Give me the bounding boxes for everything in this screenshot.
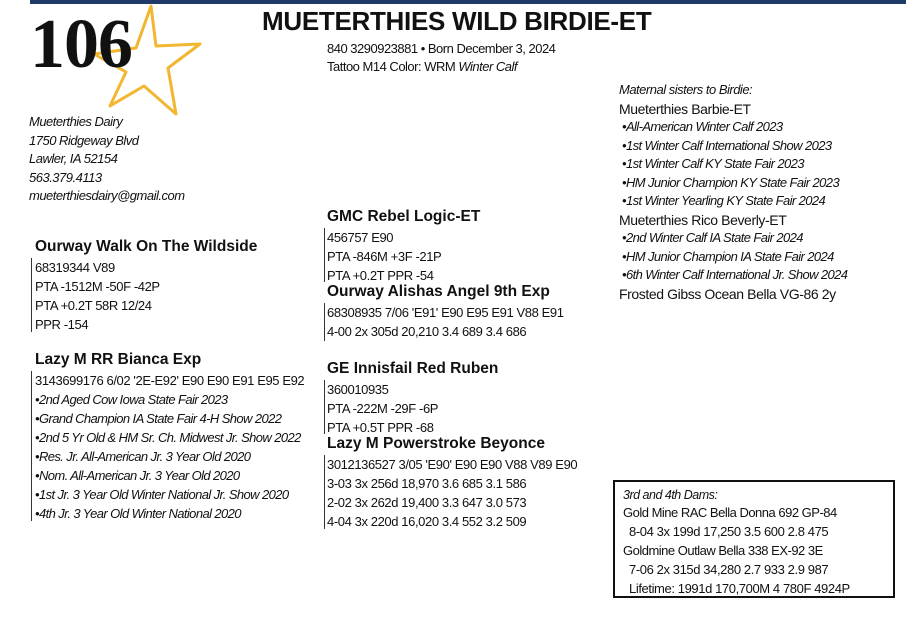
sire-line: PTA -1512M -50F -42P (35, 279, 160, 294)
dam-honor: •4th Jr. 3 Year Old Winter National 2020 (35, 506, 241, 521)
lifetime-record: Lifetime: 1991d 170,700M 4 780F 4924P (629, 581, 850, 596)
city: Lawler, IA 52154 (29, 151, 118, 166)
third-dam-record: 8-04 3x 199d 17,250 3.5 600 2.8 475 (629, 524, 829, 539)
sire-dam-line: 4-00 2x 305d 20,210 3.4 689 3.4 686 (327, 324, 527, 339)
email: mueterthiesdairy@gmail.com (29, 188, 185, 203)
dam-sire-block (327, 360, 498, 437)
dam-honor: •Grand Champion IA State Fair 4-H Show 2022 (35, 411, 282, 426)
farm-name: Mueterthies Dairy (29, 114, 123, 129)
maternal-sisters (619, 81, 847, 303)
animal-name: MUETERTHIES WILD BIRDIE-ET (262, 6, 652, 36)
dam-dam-line: 4-04 3x 220d 16,020 3.4 552 3.2 509 (327, 514, 527, 529)
id-line: 840 3290923881 • Born December 3, 2024 (327, 41, 556, 56)
sire-block (35, 238, 257, 334)
bracket-line (324, 455, 325, 529)
sister-honor: •HM Junior Champion KY State Fair 2023 (622, 174, 840, 190)
sire-sire-line: 456757 E90 (327, 230, 394, 245)
sister-name: Mueterthies Rico Beverly-ET (619, 211, 787, 228)
sisters-heading: Maternal sisters to Birdie: (619, 82, 753, 97)
sister-honor: •All-American Winter Calf 2023 (622, 119, 783, 134)
sister-honor: •1st Winter Yearling KY State Fair 2024 (622, 193, 826, 208)
sire-dam-name: Ourway Alishas Angel 9th Exp (327, 283, 550, 300)
dam-dam-block (327, 435, 577, 531)
third-fourth-dams-box (613, 480, 895, 598)
tattoo-prefix: Tattoo M14 Color: WRM (327, 59, 456, 74)
dam-sire-name: GE Innisfail Red Ruben (327, 360, 499, 377)
dam-honor: •Nom. All-American Jr. 3 Year Old 2020 (35, 468, 240, 483)
sire-dam-block (327, 283, 564, 341)
dam-sire-line: PTA +0.5T PPR -68 (327, 420, 434, 435)
dam-dam-name: Lazy M Powerstroke Beyonce (327, 435, 545, 452)
sister-honor: •HM Junior Champion IA State Fair 2024 (622, 248, 834, 264)
sire-sire-block (327, 208, 480, 285)
dam-reg-line: 3143699176 6/02 '2E-E92' E90 E90 E91 E95 E92 (35, 373, 305, 388)
dam-block (35, 351, 304, 523)
sire-sire-line: PTA -846M +3F -21P (327, 249, 442, 264)
sire-line: 68319344 V89 (35, 260, 115, 275)
class-label: Winter Calf (458, 59, 518, 74)
dam-dam-line: 2-02 3x 262d 19,400 3.3 647 3.0 573 (327, 495, 527, 510)
sire-line: PPR -154 (35, 317, 89, 332)
consignor-address (29, 113, 185, 206)
sister-honor: •6th Winter Calf International Jr. Show 2024 (622, 267, 848, 282)
dam-sire-line: PTA -222M -29F -6P (327, 401, 439, 416)
dam-dam-line: 3-03 3x 256d 18,970 3.6 685 3.1 586 (327, 476, 527, 491)
street: 1750 Ridgeway Blvd (29, 132, 139, 148)
dam-dam-line: 3012136527 3/05 'E90' E90 E90 V88 V89 E90 (327, 457, 578, 472)
sire-line: PTA +0.2T 58R 12/24 (35, 298, 152, 313)
tattoo-line (327, 59, 517, 74)
bracket-line (324, 228, 325, 282)
bracket-line (31, 371, 32, 521)
dam-honor: •2nd 5 Yr Old & HM Sr. Ch. Midwest Jr. Show 2022 (35, 430, 301, 445)
sister-name: Frosted Gibss Ocean Bella VG-86 2y (619, 285, 836, 302)
dam-name: Lazy M RR Bianca Exp (35, 351, 202, 368)
bracket-line (324, 303, 325, 341)
dam-honor: •2nd Aged Cow Iowa State Fair 2023 (35, 392, 228, 407)
sister-honor: •1st Winter Calf KY State Fair 2023 (622, 156, 804, 171)
dam-sire-line: 360010935 (327, 382, 389, 397)
bracket-line (31, 258, 32, 332)
sire-name: Ourway Walk On The Wildside (35, 238, 258, 255)
dam-honor: •Res. Jr. All-American Jr. 3 Year Old 2020 (35, 449, 251, 464)
fourth-dam-name: Goldmine Outlaw Bella 338 EX-92 3E (623, 543, 823, 558)
bracket-line (324, 380, 325, 434)
lot-number: 106 (30, 6, 132, 83)
fourth-dam-record: 7-06 2x 315d 34,280 2.7 933 2.9 987 (629, 562, 829, 577)
sister-honor: •2nd Winter Calf IA State Fair 2024 (622, 230, 803, 245)
box-heading: 3rd and 4th Dams: (623, 488, 718, 502)
sister-honor: •1st Winter Calf International Show 2023 (622, 137, 832, 153)
sire-dam-line: 68308935 7/06 'E91' E90 E95 E91 V88 E91 (327, 305, 564, 320)
sire-sire-name: GMC Rebel Logic-ET (327, 208, 481, 225)
sire-sire-line: PTA +0.2T PPR -54 (327, 268, 434, 283)
sister-name: Mueterthies Barbie-ET (619, 100, 751, 117)
phone: 563.379.4113 (29, 169, 102, 185)
third-dam-name: Gold Mine RAC Bella Donna 692 GP-84 (623, 505, 837, 520)
dam-honor: •1st Jr. 3 Year Old Winter National Jr. Show 2020 (35, 487, 289, 502)
